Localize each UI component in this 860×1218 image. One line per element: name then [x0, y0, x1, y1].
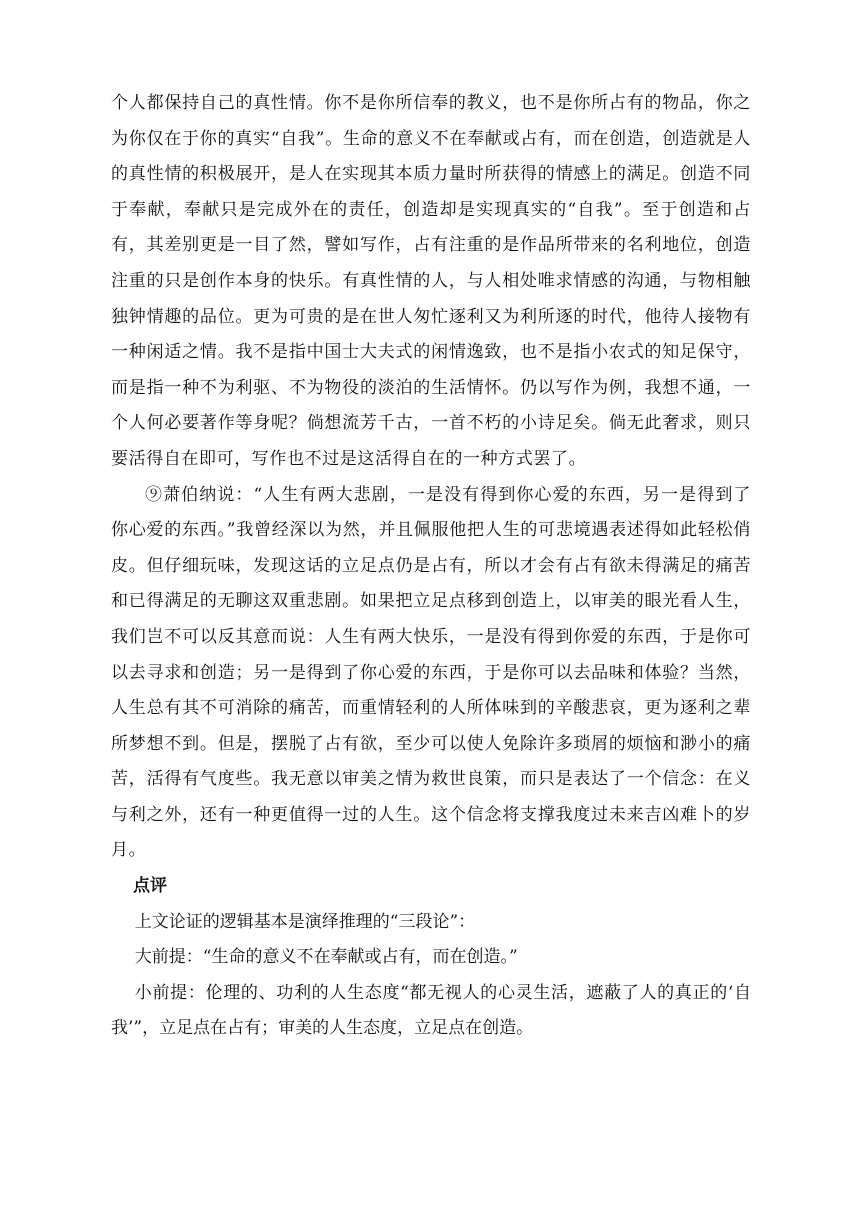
review-heading: 点评 — [133, 876, 167, 897]
body-paragraph-1: 个人都保持自己的真性情。你不是你所信奉的教义，也不是你所占有的物品，你之为你仅在于你的真实“自我”。生命的意义不在奉献或占有，而在创造，创造就是人的真性情的积极展开，是人在实现其本质力量时所获得的情感上的满足。创造不同于奉献，奉献只是完成外在的责任，创造却是实现真实的“自我”。至于创造和占有，其差别更是一目了然，譬如写作，占有注重的是作品所带来的名利地位，创造注重的只是创作本身的快乐。有真性情的人，与人相处唯求情感的沟通，与物相触独钟情趣的品位。更为可贵的是在世人匆忙逐利又为利所逐的时代，他待人接物有一种闲适之情。我不是指中国士大夫式的闲情逸致，也不是指小农式的知足保守，而是指一种不为利驱、不为物役的淡泊的生活情怀。仍以写作为例，我想不通，一个人何必要著作等身呢？倘想流芳千古，一首不朽的小诗足矣。倘无此奢求，则只要活得自在即可，写作也不过是这活得自在的一种方式罢了。 — [111, 93, 751, 469]
review-line-3: 小前提：伦理的、功利的人生态度“都无视人的心灵生活，遮蔽了人的真正的‘自我’”，立足点在占有；审美的人生态度，立足点在创造。 — [111, 982, 751, 1039]
review-line-2: 大前提：“生命的意义不在奉献或占有，而在创造。” — [134, 947, 518, 968]
body-paragraph-2: ⑨萧伯纳说：“人生有两大悲剧，一是没有得到你心爱的东西，另一是得到了你心爱的东西。”我曾经深以为然，并且佩服他把人生的可悲境遇表述得如此轻松俏皮。但仔细玩味，发现这话的立足点仍是占有，所以才会有占有欲未得满足的痛苦和已得满足的无聊这双重悲剧。如果把立足点移到创造上，以审美的眼光看人生，我们岂不可以反其意而说：人生有两大快乐，一是没有得到你爱的东西，于是你可以去寻求和创造；另一是得到了你心爱的东西，于是你可以去品味和体验？当然，人生总有其不可消除的痛苦，而重情轻利的人所体味到的辛酸悲哀，更为逐利之辈所梦想不到。但是，摆脱了占有欲，至少可以使人免除许多琐屑的烦恼和渺小的痛苦，活得有气度些。我无意以审美之情为救世良策，而只是表达了一个信念：在义与利之外，还有一种更值得一过的人生。这个信念将支撑我度过未来吉凶难卜的岁月。 — [111, 484, 751, 861]
document-page — [111, 86, 751, 1047]
review-line-1: 上文论证的逻辑基本是演绎推理的“三段论”： — [134, 911, 476, 932]
